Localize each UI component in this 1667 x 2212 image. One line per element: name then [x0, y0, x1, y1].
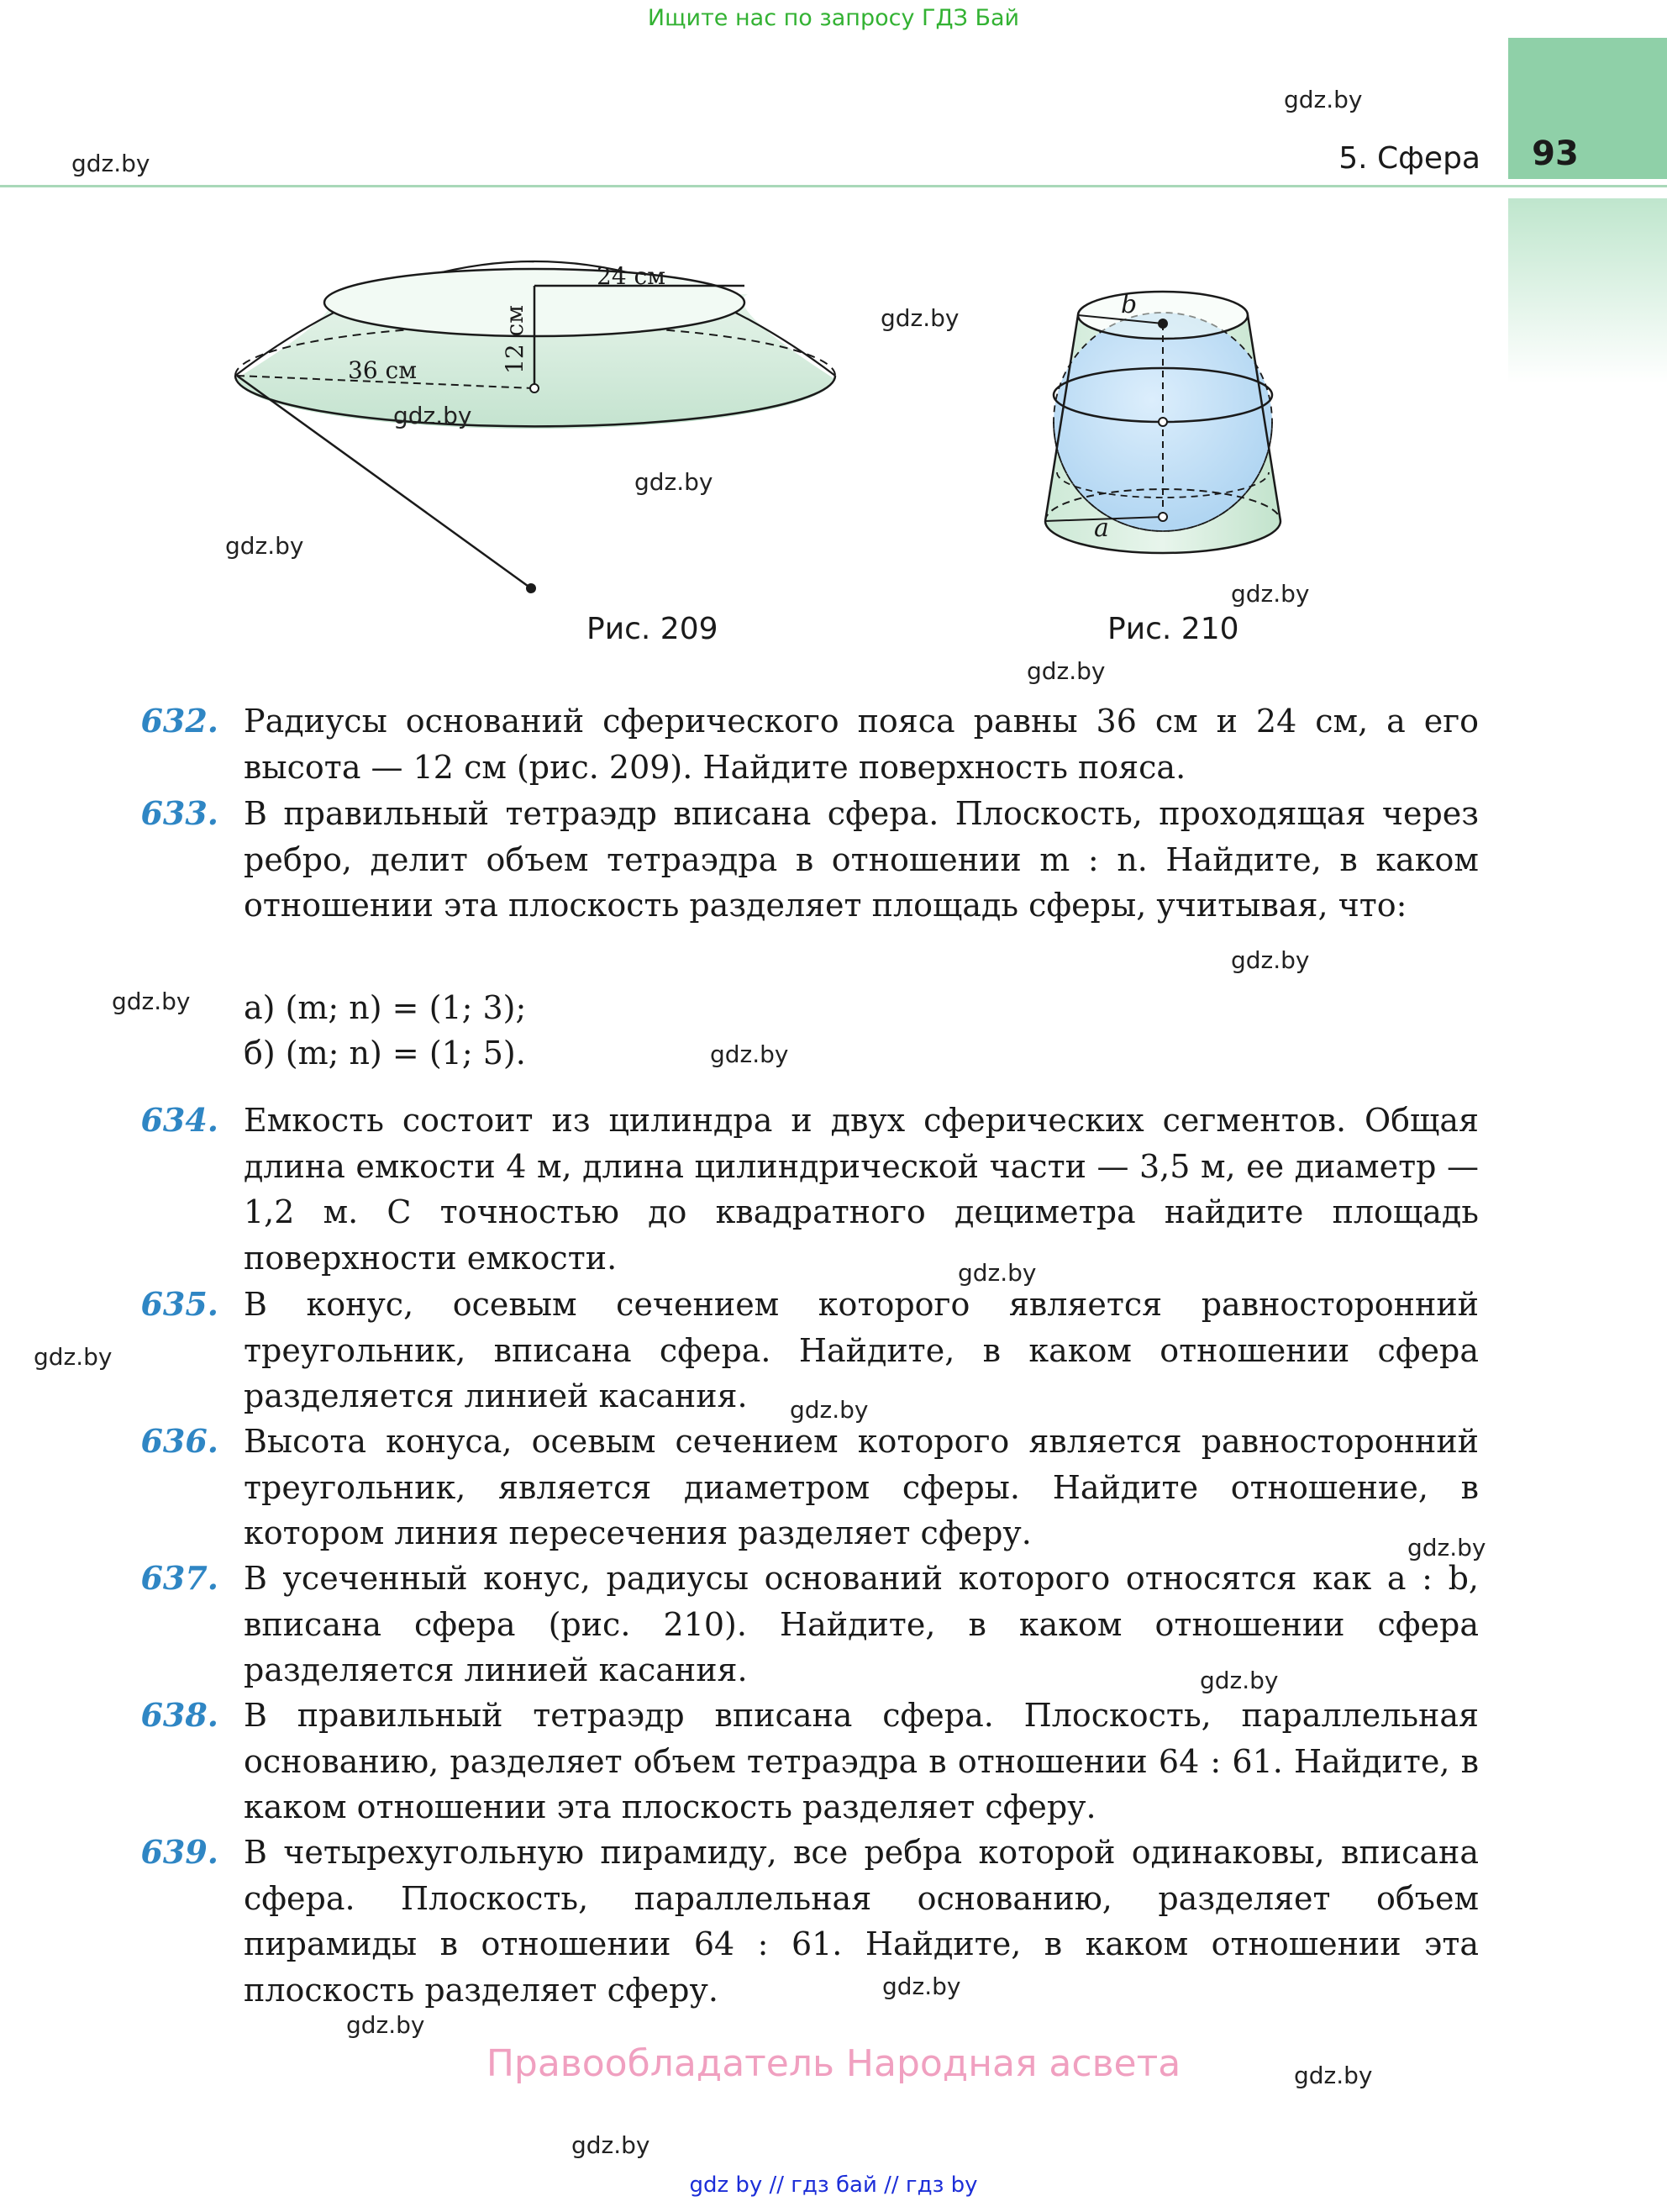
label-12: 12 см [501, 305, 528, 374]
problem-number: 636. [140, 1422, 218, 1460]
caption-210: Рис. 210 [1107, 612, 1239, 646]
watermark: gdz.by [634, 468, 713, 496]
problem-text: В правильный тетраэдр вписана сфера. Плоскость, параллельная основанию, разделяет объем тетраэдра в отношении 64 : 61. Найдите, в каком отношении эта плоскость разделяет сферу. [244, 1697, 1479, 1825]
watermark: gdz.by [225, 532, 304, 560]
problem-number: 635. [140, 1285, 218, 1323]
watermark: gdz.by [710, 1040, 789, 1068]
label-36: 36 см [348, 356, 417, 384]
problem-number: 633. [140, 794, 218, 832]
watermark: gdz.by [881, 304, 960, 332]
top-base [1078, 292, 1248, 339]
problem-subitem: б) (m; n) = (1; 5). [244, 1035, 526, 1072]
page-tab-gradient [1508, 198, 1667, 383]
watermark: gdz.by [112, 988, 191, 1015]
watermark: gdz.by [571, 2131, 650, 2159]
search-banner[interactable]: Ищите нас по запросу ГДЗ Бай [647, 5, 1020, 31]
watermark: gdz.by [71, 150, 150, 177]
bottom-center-point [1159, 513, 1167, 521]
watermark: gdz.by [1294, 2062, 1373, 2089]
problem-text: В усеченный конус, радиусы оснований которого относятся как a : b, вписана сфера (рис. 210). Найдите, в каком отношении сфера разделяется линией касания. [244, 1560, 1479, 1688]
watermark: gdz.by [1027, 657, 1106, 685]
watermark: gdz.by [1200, 1667, 1279, 1694]
section-title: 5. Сфера [1338, 141, 1480, 176]
watermark: gdz.by [790, 1396, 869, 1424]
watermark: gdz.by [1284, 86, 1363, 113]
watermark: gdz.by [34, 1343, 113, 1371]
problem-number: 639. [140, 1833, 218, 1871]
figure-209-spherical-zone [227, 240, 849, 609]
label-a: a [1094, 514, 1109, 543]
watermark: gdz.by [958, 1259, 1037, 1287]
label-b: b [1121, 290, 1138, 319]
footer-links[interactable]: gdz by // гдз бай // гдз by [689, 2172, 978, 2198]
problem-text: В правильный тетраэдр вписана сфера. Плоскость, проходящая через ребро, делит объем тетраэдра в отношении m : n. Найдите, в каком отношении эта плоскость разделяет площадь сферы, учитывая, что: [244, 795, 1479, 924]
copyright-notice: Правообладатель Народная асвета [486, 2042, 1181, 2085]
watermark: gdz.by [882, 1972, 961, 2000]
figure-210-truncated-cone [1033, 277, 1294, 588]
problem-text: В четырехугольную пирамиду, все ребра которой одинаковы, вписана сфера. Плоскость, параллельная основанию, разделяет объем пирамиды в отношении 64 : 61. Найдите, в каком отношении эта плоскость разделяет сферу. [244, 1834, 1479, 2009]
top-center-point [1158, 319, 1168, 329]
problem-number: 638. [140, 1696, 218, 1734]
problem-number: 632. [140, 702, 218, 740]
watermark: gdz.by [393, 402, 472, 429]
problem-text: Радиусы оснований сферического пояса равны 36 см и 24 см, а его высота — 12 см (рис. 209). Найдите поверхность пояса. [244, 703, 1479, 786]
label-24: 24 см [597, 262, 665, 290]
problem-subitem: а) (m; n) = (1; 3); [244, 989, 527, 1026]
problem-text: Высота конуса, осевым сечением которого является равносторонний треугольник, является диаметром сферы. Найдите отношение, в котором линия пересечения разделяет сферу. [244, 1423, 1479, 1551]
watermark: gdz.by [346, 2011, 425, 2039]
center-point [530, 384, 539, 392]
line-endpoint [526, 583, 536, 593]
caption-209: Рис. 209 [586, 612, 718, 646]
problem-text: В конус, осевым сечением которого является равносторонний треугольник, вписана сфера. Найдите, в каком отношении сфера разделяется линией касания. [244, 1286, 1479, 1414]
page-number: 93 [1532, 134, 1579, 173]
problem-number: 637. [140, 1559, 218, 1597]
problem-text: Емкость состоит из цилиндра и двух сферических сегментов. Общая длина емкости 4 м, длина цилиндрической части — 3,5 м, ее диаметр — 1,2 м. С точностью до квадратного дециметра найдите площадь поверхности емкости. [244, 1102, 1479, 1277]
watermark: gdz.by [1407, 1534, 1486, 1562]
watermark: gdz.by [1231, 946, 1310, 974]
watermark: gdz.by [1231, 580, 1310, 608]
problem-number: 634. [140, 1101, 218, 1139]
sphere-center-point [1159, 418, 1167, 426]
header-divider [0, 185, 1667, 187]
